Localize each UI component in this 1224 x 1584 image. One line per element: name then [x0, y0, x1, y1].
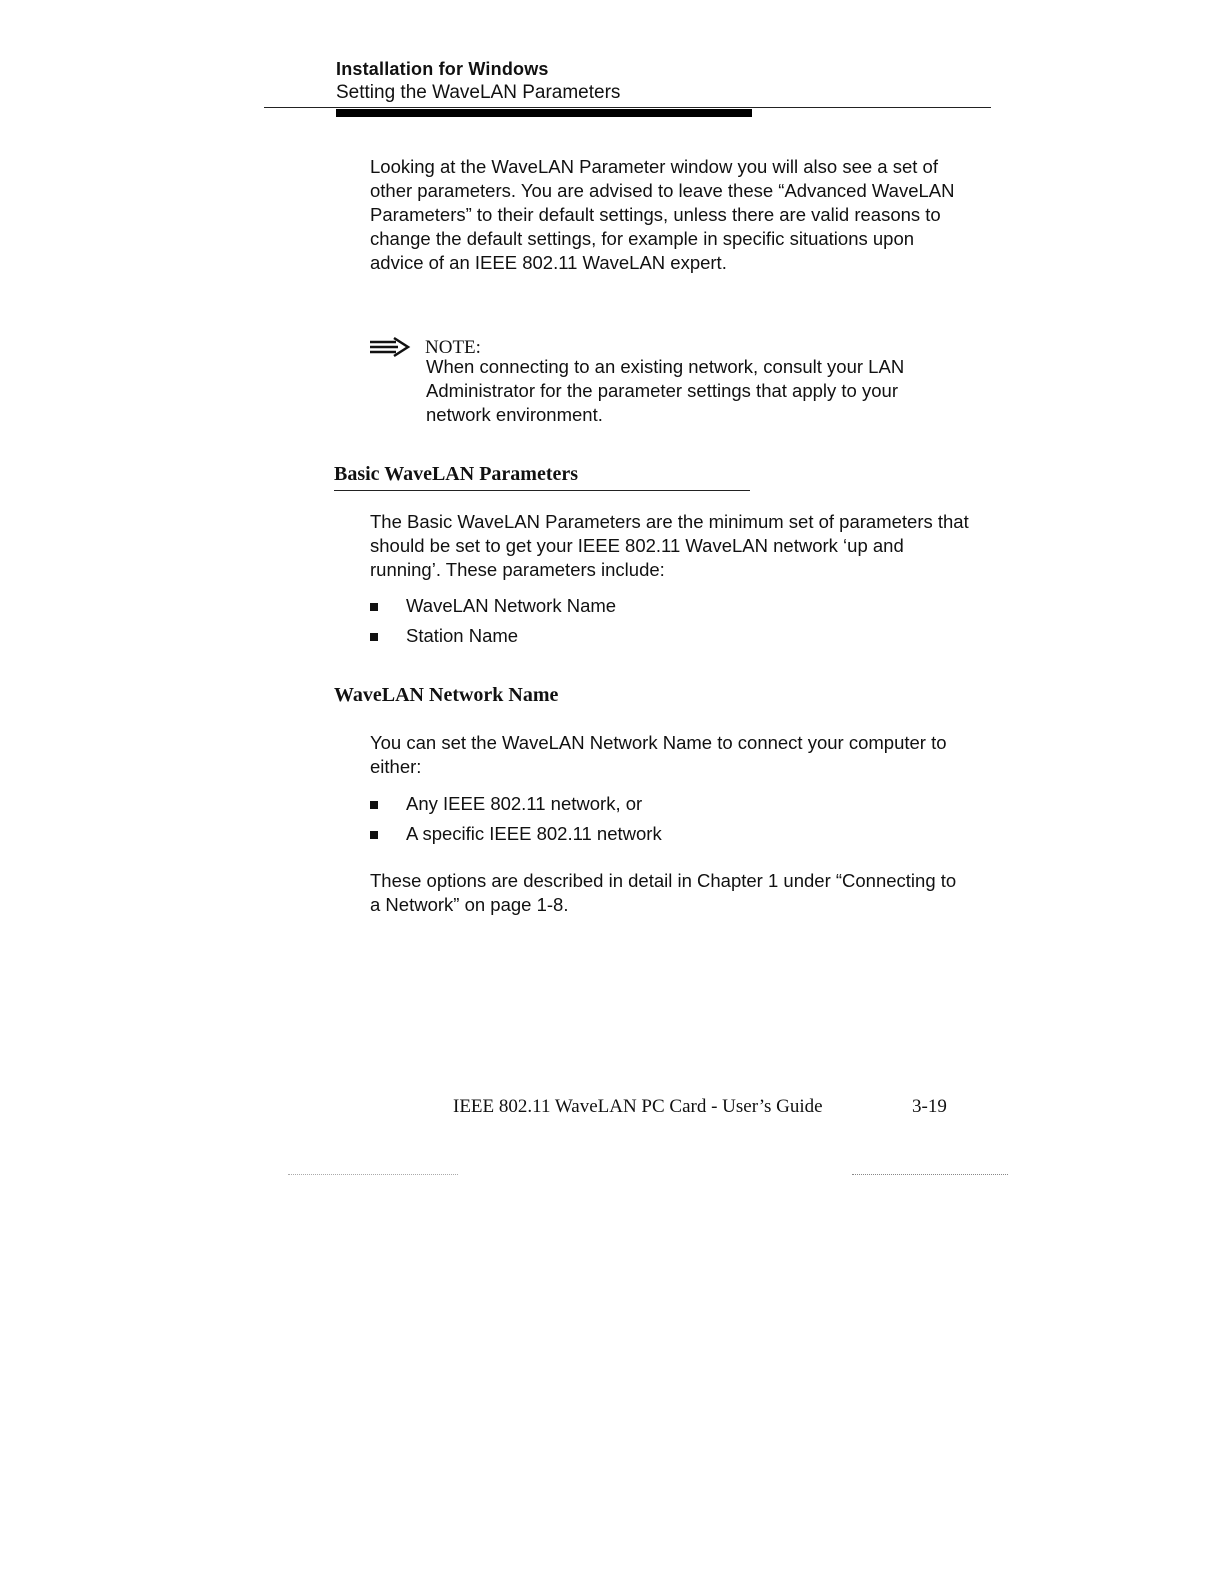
note-title: NOTE: [425, 337, 481, 358]
header-section: Setting the WaveLAN Parameters [336, 82, 621, 103]
header-thick-bar [336, 109, 752, 117]
bullet-icon [370, 603, 378, 611]
list-item-text: WaveLAN Network Name [406, 595, 617, 616]
header-chapter: Installation for Windows [336, 59, 549, 79]
bullet-icon [370, 633, 378, 641]
bullet-icon [370, 801, 378, 809]
list-item-text: Any IEEE 802.11 network, or [406, 793, 643, 814]
basic-parameters-paragraph: The Basic WaveLAN Parameters are the minimum set of parameters that should be set to get your IEEE 802.11 WaveLAN network ‘up and running’. These parameters include: [370, 511, 969, 580]
header-rule [264, 107, 991, 108]
scan-artifact [288, 1174, 458, 1176]
network-name-heading: WaveLAN Network Name [334, 684, 559, 706]
footer-title: IEEE 802.11 WaveLAN PC Card - User’s Guide [453, 1096, 823, 1117]
network-name-closing: These options are described in detail in Chapter 1 under “Connecting to a Network” on page 1-8. [370, 870, 957, 915]
list-item-text: Station Name [406, 625, 519, 646]
network-name-paragraph: You can set the WaveLAN Network Name to connect your computer to either: [370, 732, 947, 777]
note-text: When connecting to an existing network, consult your LAN Administrator for the parameter settings that apply to your network environment. [426, 356, 905, 425]
note-arrow-icon [368, 336, 412, 358]
list-item-text: A specific IEEE 802.11 network [406, 823, 662, 844]
intro-paragraph: Looking at the WaveLAN Parameter window you will also see a set of other parameters. You are advised to leave these “Advanced WaveLAN Parameters” to their default settings, unless there are valid reasons to change the default settings, for example in specific situations upon advice of an IEEE 802.11 WaveLAN expert. [370, 156, 955, 273]
scan-artifact [852, 1174, 1008, 1176]
section-rule [334, 490, 750, 491]
basic-parameters-heading: Basic WaveLAN Parameters [334, 463, 579, 485]
page-number: 3-19 [912, 1096, 947, 1117]
bullet-icon [370, 831, 378, 839]
